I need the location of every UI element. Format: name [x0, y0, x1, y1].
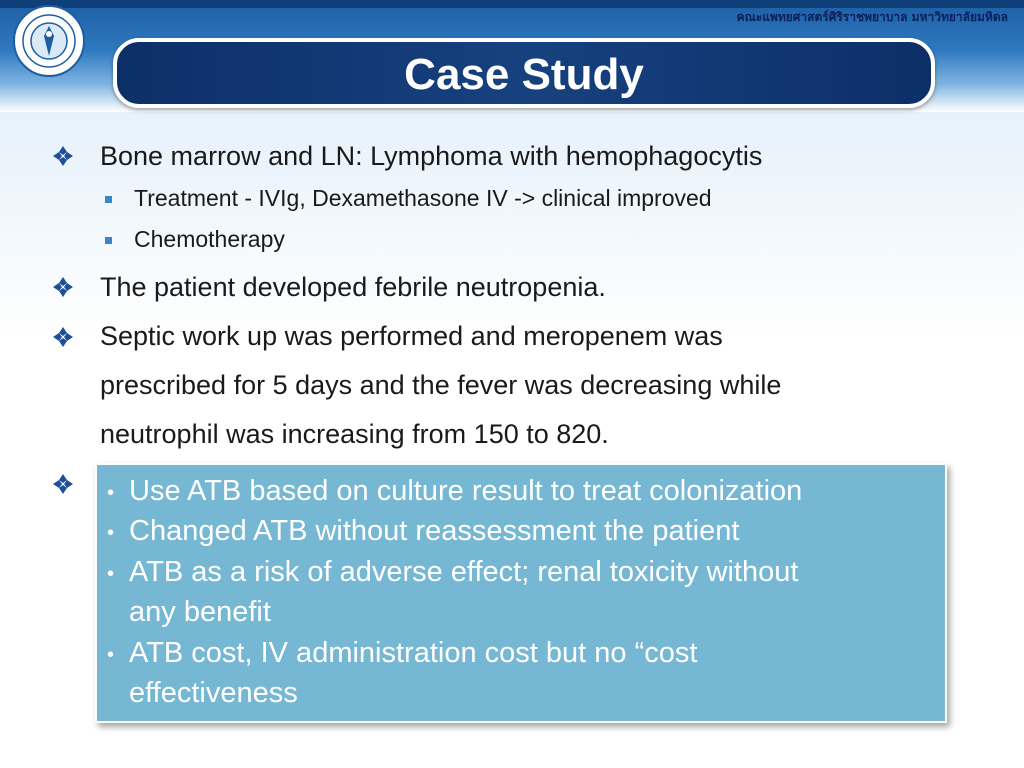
- square-bullet-icon: [105, 196, 112, 203]
- sub-bullet-chemotherapy: Chemotherapy: [134, 226, 285, 252]
- callout-bullet: •: [107, 482, 115, 504]
- callout-item-colonization: Use ATB based on culture result to treat colonization: [129, 475, 803, 507]
- sub-bullet-treatment: Treatment - IVIg, Dexamethasone IV -> clinical improved: [134, 185, 712, 211]
- callout-item-cost-line-2: effectiveness: [129, 677, 298, 709]
- callout-item-reassessment: Changed ATB without reassessment the patient: [129, 515, 740, 547]
- callout-bullet: •: [107, 522, 115, 544]
- callout-item-adverse-line-1: ATB as a risk of adverse effect; renal toxicity without: [129, 556, 799, 588]
- bullet-septic-line-2: prescribed for 5 days and the fever was decreasing while: [100, 370, 782, 400]
- diamond-bullet-icon: [52, 145, 74, 167]
- callout-bullet: •: [107, 563, 115, 585]
- bullet-febrile-neutropenia: The patient developed febrile neutropenia.: [100, 272, 606, 302]
- diamond-bullet-icon: [52, 473, 74, 495]
- university-seal-logo: [12, 4, 86, 78]
- bullet-septic-line-1: Septic work up was performed and meropenem was: [100, 321, 723, 351]
- title-box: [113, 38, 935, 108]
- callout-box: [95, 463, 947, 723]
- slide-title: Case Study: [404, 50, 644, 99]
- callout-bullet: •: [107, 644, 115, 666]
- callout-item-cost-line-1: ATB cost, IV administration cost but no “cost: [129, 637, 698, 669]
- square-bullet-icon: [105, 237, 112, 244]
- diamond-bullet-icon: [52, 326, 74, 348]
- institution-name: คณะแพทยศาสตร์ศิริราชพยาบาล มหาวิทยาลัยมหิดล: [736, 10, 1008, 24]
- bullet-lymphoma: Bone marrow and LN: Lymphoma with hemophagocytis: [100, 141, 763, 171]
- diamond-bullet-icon: [52, 276, 74, 298]
- bullet-septic-line-3: neutrophil was increasing from 150 to 820.: [100, 419, 609, 449]
- callout-item-adverse-line-2: any benefit: [129, 596, 271, 628]
